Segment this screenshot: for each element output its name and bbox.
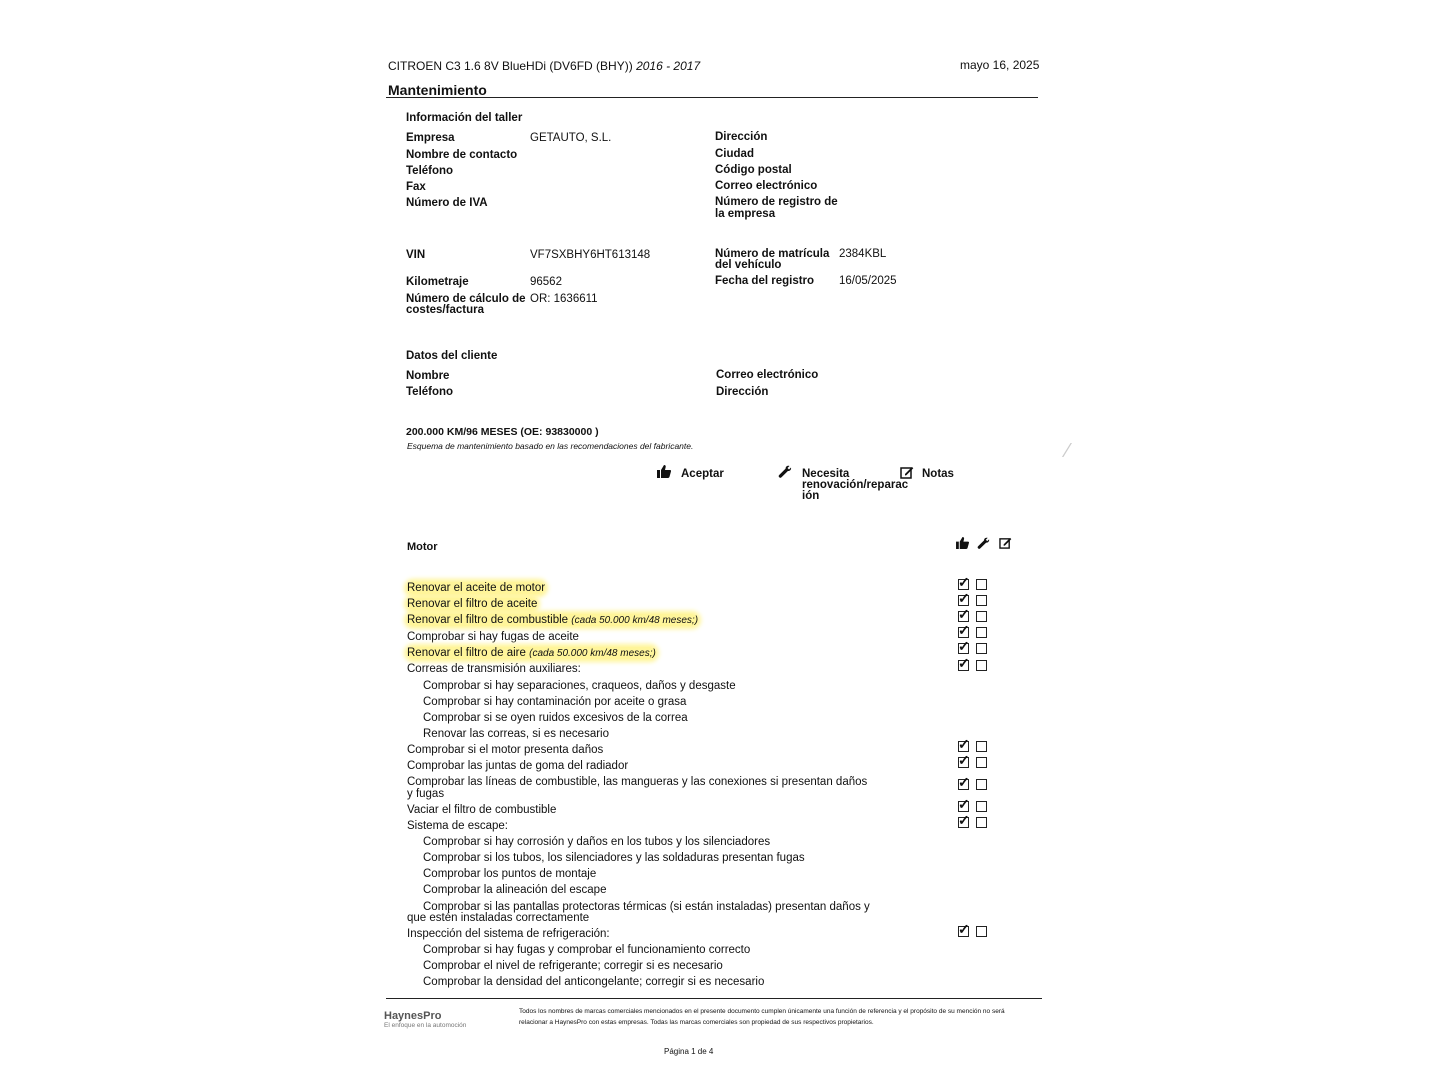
task-text: Comprobar si el motor presenta daños bbox=[407, 744, 604, 756]
footer-disclaimer: Todos los nombres de marcas comerciales mencionados en el presente documento cumplen únicamente una función de referencia y el propósito de su mención no será relacionar a HaynesPro con estas empresas. Todas las marcas comerciales son propiedad de sus respectivos propietarios. bbox=[519, 1008, 1005, 1026]
subtask-text: Renovar las correas, si es necesario bbox=[423, 728, 609, 740]
repair-checkbox[interactable] bbox=[976, 926, 987, 937]
task-text: Renovar el filtro de aire bbox=[407, 647, 526, 659]
task-text: Comprobar si hay fugas de aceite bbox=[407, 631, 579, 643]
handwritten-checkmark: ✓ bbox=[958, 736, 970, 752]
haynespro-logo: HaynesPro bbox=[384, 1010, 442, 1022]
task-text: Comprobar las líneas de combustible, las mangueras y las conexiones si presentan daños bbox=[407, 776, 868, 788]
subtask-text: Comprobar el nivel de refrigerante; corregir si es necesario bbox=[423, 960, 723, 972]
task-row bbox=[407, 744, 603, 756]
subtask-text: Comprobar la densidad del anticongelante; corregir si es necesario bbox=[423, 976, 765, 988]
legend-accept: Aceptar bbox=[681, 468, 724, 480]
task-row bbox=[407, 776, 867, 788]
plate-value: 2384KBL bbox=[839, 248, 887, 260]
subtask-text: Comprobar la alineación del escape bbox=[423, 884, 607, 896]
subtask-text: Comprobar si hay corrosión y daños en los tubos y los silenciadores bbox=[423, 836, 771, 848]
task-row bbox=[407, 663, 581, 675]
schedule-title: 200.000 KM/96 MESES (OE: 93830000 ) bbox=[406, 426, 599, 438]
subtask-text: Comprobar si los tubos, los silenciadores y las soldaduras presentan fugas bbox=[423, 852, 805, 864]
subtask-text: Comprobar los puntos de montaje bbox=[423, 868, 597, 880]
mileage-label: Kilometraje bbox=[406, 276, 469, 288]
customer-address-label: Dirección bbox=[716, 386, 769, 398]
scan-mark: ⁄ bbox=[1066, 440, 1070, 462]
subtask-row bbox=[423, 976, 764, 988]
customer-name-label: Nombre bbox=[406, 370, 450, 382]
handwritten-checkmark: ✓ bbox=[958, 812, 970, 828]
repair-checkbox[interactable] bbox=[976, 660, 987, 671]
reg-date-label: Fecha del registro bbox=[715, 275, 815, 287]
task-note: (cada 50.000 km/48 meses;) bbox=[571, 615, 699, 626]
col-accept-icon bbox=[956, 537, 969, 552]
report-date: mayo 16, 2025 bbox=[960, 58, 1040, 72]
task-row-continued bbox=[407, 788, 444, 800]
legend-repair-line1: Necesita bbox=[802, 468, 850, 480]
invoice-label-line2: costes/factura bbox=[406, 304, 484, 316]
invoice-value: OR: 1636611 bbox=[530, 293, 598, 305]
handwritten-checkmark: ✓ bbox=[958, 752, 970, 768]
subtask-row bbox=[423, 884, 606, 896]
workshop-phone-label: Teléfono bbox=[406, 165, 454, 177]
repair-checkbox[interactable] bbox=[976, 595, 987, 606]
section-motor: Motor bbox=[407, 541, 438, 553]
subtask-row bbox=[423, 852, 805, 864]
handwritten-checkmark: ✓ bbox=[958, 606, 970, 622]
reg-date-value: 16/05/2025 bbox=[839, 275, 897, 287]
page-number: Página 1 de 4 bbox=[664, 1047, 714, 1056]
subtask-row bbox=[423, 712, 688, 724]
page-title: Mantenimiento bbox=[388, 82, 487, 98]
contact-label: Nombre de contacto bbox=[406, 149, 518, 161]
task-row bbox=[407, 760, 628, 772]
task-row bbox=[407, 804, 556, 816]
subtask-row bbox=[423, 728, 609, 740]
postal-code-label: Código postal bbox=[715, 164, 792, 176]
plate-label-line2: del vehículo bbox=[715, 259, 782, 271]
handwritten-checkmark: ✓ bbox=[958, 921, 970, 937]
task-text: Inspección del sistema de refrigeración: bbox=[407, 928, 610, 940]
repair-checkbox[interactable] bbox=[976, 757, 987, 768]
handwritten-checkmark: ✓ bbox=[958, 774, 970, 790]
repair-checkbox[interactable] bbox=[976, 627, 987, 638]
repair-checkbox[interactable] bbox=[976, 741, 987, 752]
company-label: Empresa bbox=[406, 132, 455, 144]
registry-label-line2: la empresa bbox=[715, 208, 776, 220]
company-value: GETAUTO, S.L. bbox=[530, 132, 612, 144]
task-text: Vaciar el filtro de combustible bbox=[407, 804, 557, 816]
header-divider bbox=[386, 97, 1038, 98]
col-wrench-icon bbox=[977, 537, 990, 553]
vehicle-years: 2016 - 2017 bbox=[636, 59, 701, 73]
handwritten-checkmark: ✓ bbox=[958, 796, 970, 812]
task-row bbox=[407, 598, 537, 610]
subtask-text: que estén instaladas correctamente bbox=[407, 912, 590, 924]
task-text: Comprobar las juntas de goma del radiador bbox=[407, 760, 629, 772]
registry-label-line1: Número de registro de bbox=[715, 196, 838, 208]
task-row bbox=[407, 928, 610, 940]
subtask-row bbox=[423, 960, 723, 972]
handwritten-checkmark: ✓ bbox=[958, 638, 970, 654]
subtask-text: Comprobar si se oyen ruidos excesivos de la correa bbox=[423, 712, 688, 724]
task-row bbox=[407, 582, 545, 594]
subtask-text: Comprobar si hay contaminación por aceite o grasa bbox=[423, 696, 687, 708]
workshop-address-label: Dirección bbox=[715, 131, 768, 143]
footer-divider bbox=[386, 998, 1042, 999]
repair-checkbox[interactable] bbox=[976, 579, 987, 590]
task-text: Renovar el filtro de aceite bbox=[407, 598, 538, 610]
schedule-subtitle: Esquema de mantenimiento basado en las recomendaciones del fabricante. bbox=[407, 441, 694, 451]
workshop-email-label: Correo electrónico bbox=[715, 180, 818, 192]
task-row bbox=[407, 631, 579, 643]
haynespro-tagline: El enfoque en la automoción bbox=[384, 1022, 467, 1029]
subtask-row bbox=[423, 696, 686, 708]
notes-icon bbox=[900, 466, 914, 482]
handwritten-checkmark: ✓ bbox=[958, 574, 970, 590]
task-text: Sistema de escape: bbox=[407, 820, 509, 832]
customer-email-label: Correo electrónico bbox=[716, 369, 819, 381]
handwritten-checkmark: ✓ bbox=[958, 590, 970, 606]
city-label: Ciudad bbox=[715, 148, 754, 160]
plate-label-line1: Número de matrícula bbox=[715, 248, 830, 260]
legend-repair-line2: renovación/reparac bbox=[802, 479, 909, 491]
repair-checkbox[interactable] bbox=[976, 779, 987, 790]
task-note: (cada 50.000 km/48 meses;) bbox=[529, 648, 656, 659]
repair-checkbox[interactable] bbox=[976, 643, 987, 654]
task-text: Renovar el aceite de motor bbox=[407, 582, 546, 594]
vat-label: Número de IVA bbox=[406, 197, 488, 209]
invoice-label-line1: Número de cálculo de bbox=[406, 293, 526, 305]
vin-label: VIN bbox=[406, 249, 426, 261]
task-text: Correas de transmisión auxiliares: bbox=[407, 663, 581, 675]
customer-section-title: Datos del cliente bbox=[406, 350, 498, 362]
repair-checkbox[interactable] bbox=[976, 611, 987, 622]
customer-phone-label: Teléfono bbox=[406, 386, 454, 398]
wrench-icon bbox=[778, 465, 792, 482]
repair-checkbox[interactable] bbox=[976, 801, 987, 812]
col-notes-icon bbox=[999, 537, 1012, 552]
handwritten-checkmark: ✓ bbox=[958, 622, 970, 638]
vehicle-model: CITROEN C3 1.6 8V BlueHDi (DV6FD (BHY)) bbox=[388, 59, 633, 73]
vin-value: VF7SXBHY6HT613148 bbox=[530, 249, 651, 261]
repair-checkbox[interactable] bbox=[976, 817, 987, 828]
subtask-text: Comprobar si las pantallas protectoras térmicas (si están instaladas) presentan daños y bbox=[423, 901, 870, 913]
mileage-value: 96562 bbox=[530, 276, 562, 288]
task-row bbox=[407, 614, 698, 627]
task-row bbox=[407, 820, 508, 832]
subtask-row-continued bbox=[407, 912, 589, 924]
vehicle-header bbox=[388, 59, 700, 73]
fax-label: Fax bbox=[406, 181, 426, 193]
workshop-section-title: Información del taller bbox=[406, 112, 523, 124]
task-text: y fugas bbox=[407, 788, 445, 800]
task-text: Renovar el filtro de combustible bbox=[407, 614, 569, 626]
thumbs-up-icon bbox=[657, 465, 671, 481]
legend-repair-line3: ión bbox=[802, 490, 820, 502]
subtask-row bbox=[423, 680, 736, 692]
subtask-text: Comprobar si hay fugas y comprobar el funcionamiento correcto bbox=[423, 944, 751, 956]
task-row bbox=[407, 647, 656, 660]
handwritten-checkmark: ✓ bbox=[958, 655, 970, 671]
subtask-row bbox=[423, 868, 596, 880]
subtask-text: Comprobar si hay separaciones, craqueos, daños y desgaste bbox=[423, 680, 736, 692]
subtask-row bbox=[423, 836, 770, 848]
subtask-row bbox=[423, 944, 750, 956]
legend-notes: Notas bbox=[922, 468, 954, 480]
